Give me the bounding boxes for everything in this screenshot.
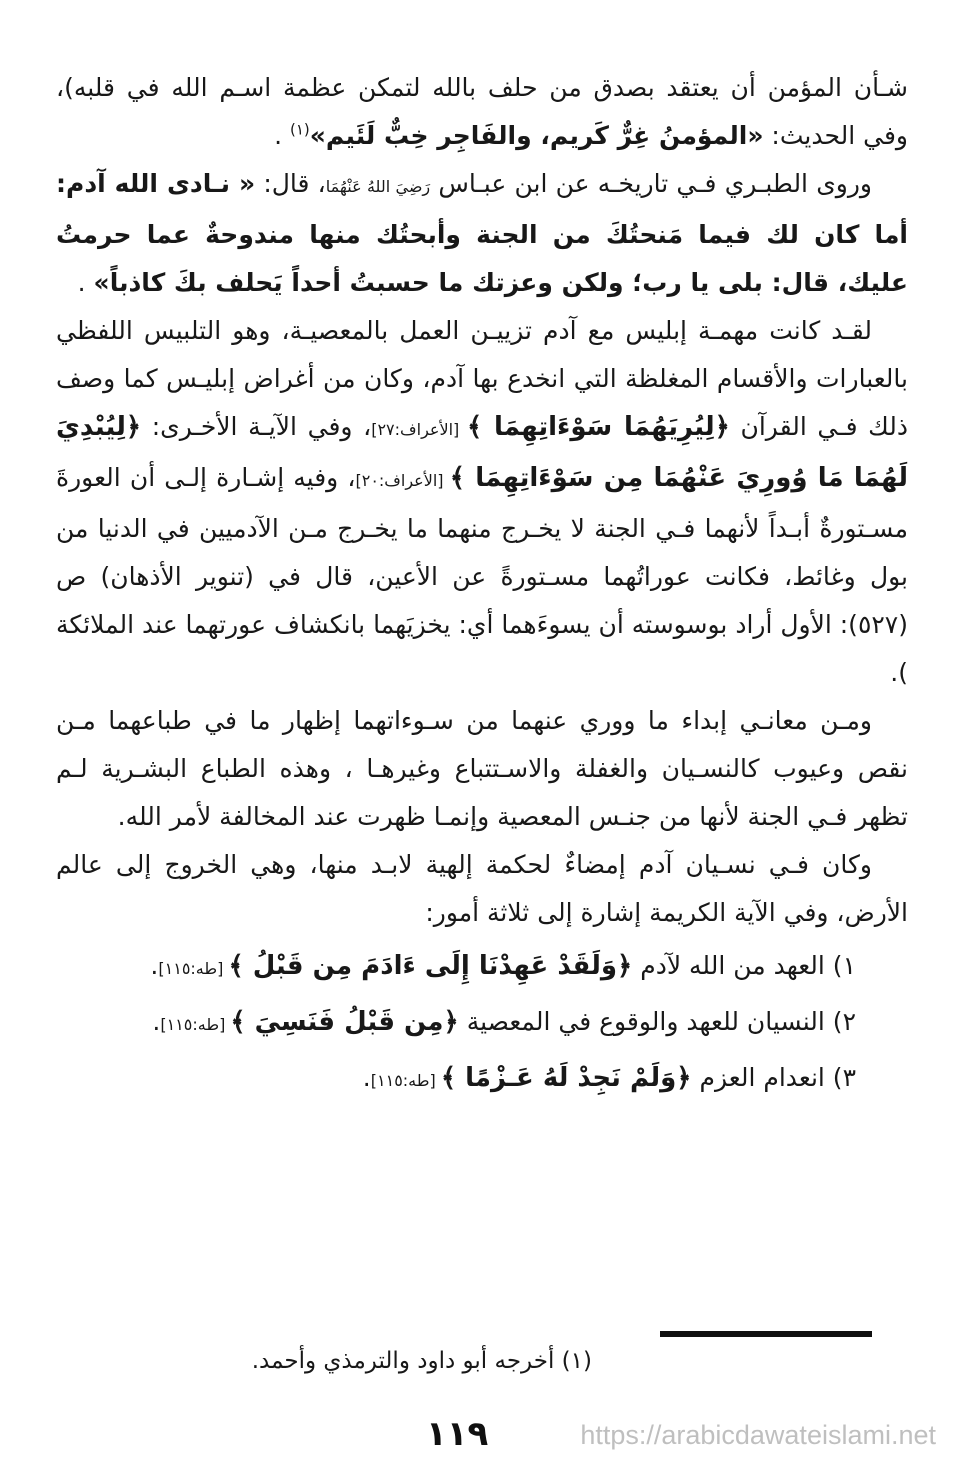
footnote-text: (١) أخرجه أبو داود والترمذي وأحمد. [251, 1348, 592, 1374]
quran-verse: ﴿لِيُبْدِيَ لَهُمَا مَا وُورِيَ عَنْهُمَا مِن سَوْءَاتِهِمَا ﴾ [56, 412, 908, 493]
body-run: ومـن معانـي إبداء ما ووري عنهما من سـوءاتهما إظهار ما في طباعهما مـن نقص وعيوب كالنسـيان والغفلة والاسـتتباع وغيرهـا ، وهذه الطباع البشـرية لـم تظهر فـي الجنة لأنها من جنـس المعصية وإنمـا ظهرت عند المخالفة لأمر الله. [56, 706, 908, 831]
paragraph-4 [56, 697, 908, 841]
verse-reference: [الأعراف:٢٧] [371, 420, 468, 439]
list-text: . [150, 951, 159, 980]
verse-reference: [طه:١١٥] [370, 1071, 441, 1090]
list-item-2 [56, 998, 908, 1049]
paragraph-5 [56, 841, 908, 937]
body-run: لقـد كانت مهمـة إبليس مع آدم تزييـن العمل بالمعصيـة، وهو التلبيس اللفظي بالعبارات والأقسام المغلظة التي انخدع بها آدم، وكان من أغراض إبليـس كما وصف ذلك فـي القرآن [56, 316, 908, 441]
quran-verse: ﴿وَلَمْ نَجِدْ لَهُ عَـزْمًا ﴾ [440, 1063, 692, 1093]
body-run: ، وفي الآيـة الأخـرى: [141, 412, 372, 441]
body-run: ، قال: [255, 169, 326, 198]
verse-reference: [طه:١١٥] [160, 1015, 231, 1034]
hadith-quote: « نـادى الله آدم: أما كان لك فيما مَنحتُكَ من الجنة وأبحتُك منها مندوحةٌ عما حرمتُ عليك، قال: بلى يا رب؛ ولكن وعزتك ما حسبتُ أحداً يَحلف بكَ كاذباً» [56, 169, 908, 297]
footnote-marker: (١) [289, 120, 310, 139]
quran-verse: ﴿لِيُرِيَهُمَا سَوْءَاتِهِمَا ﴾ [467, 412, 730, 442]
list-text: . [152, 1007, 161, 1036]
hadith-quote: «المؤمنُ غِرٌّ كَريم، والفَاجِر خِبٌّ لَئَيم» [309, 121, 764, 150]
page-body [56, 64, 908, 1105]
watermark-url: https://arabicdawateislami.net [580, 1420, 936, 1450]
list-item-1 [56, 942, 908, 993]
list-text: ١) العهد من الله لآدم [632, 951, 856, 980]
body-run: . [274, 121, 290, 150]
paragraph-1 [56, 64, 908, 160]
footnote-separator [660, 1331, 872, 1337]
paragraph-2 [56, 160, 908, 307]
list-text: ٣) انعدام العزم [691, 1063, 856, 1092]
honorific-radiallahu-anhuma: رَضِيَ اللهُ عَنْهُمَا [325, 177, 431, 196]
body-run: وروى الطبـري فـي تاريخـه عن ابن عبـاس [430, 169, 872, 198]
verse-reference: [طه:١١٥] [158, 959, 229, 978]
list-item-3 [56, 1054, 908, 1105]
quran-verse: ﴿وَلَقَدْ عَهِدْنَا إِلَى ءَادَمَ مِن قَبْلُ ﴾ [228, 951, 633, 981]
list-text: . [362, 1063, 371, 1092]
list-text: ٢) النسيان للعهد والوقوع في المعصية [458, 1007, 856, 1036]
page-number: ١١٩ [426, 1414, 489, 1454]
body-run: ، وفيه إشـارة إلـى أن العورةَ مسـتورةٌ أبـداً لأنهما فـي الجنة لا يخـرج منهما ما يخـرج مـن الآدميين في الدنيا من بول وغائط، فكانت عوراتُهما مسـتورةً عن الأعين، قال في (تنوير الأذهان) ص (٥٢٧): الأول أراد بوسوسته أن يسوءَهما أي: يخزيَهما بانكشاف عورتهما عند الملائكة ). [55, 463, 908, 687]
paragraph-3 [56, 307, 908, 697]
body-run: . [77, 268, 94, 297]
quran-verse: ﴿مِن قَبْلُ فَنَسِيَ ﴾ [230, 1007, 459, 1037]
body-run: وكان فـي نسـيان آدم إمضاءٌ لحكمة إلهية لابـد منها، وهي الخروج إلى عالم الأرض، وفي الآية الكريمة إشارة إلى ثلاثة أمور: [56, 850, 908, 927]
verse-reference: [الأعراف:٢٠] [355, 471, 450, 490]
body-run: شـأن المؤمن أن يعتقد بصدق من حلف بالله لتمكن عظمة اسـم الله في قلبه)، وفي الحديث: [56, 73, 908, 150]
